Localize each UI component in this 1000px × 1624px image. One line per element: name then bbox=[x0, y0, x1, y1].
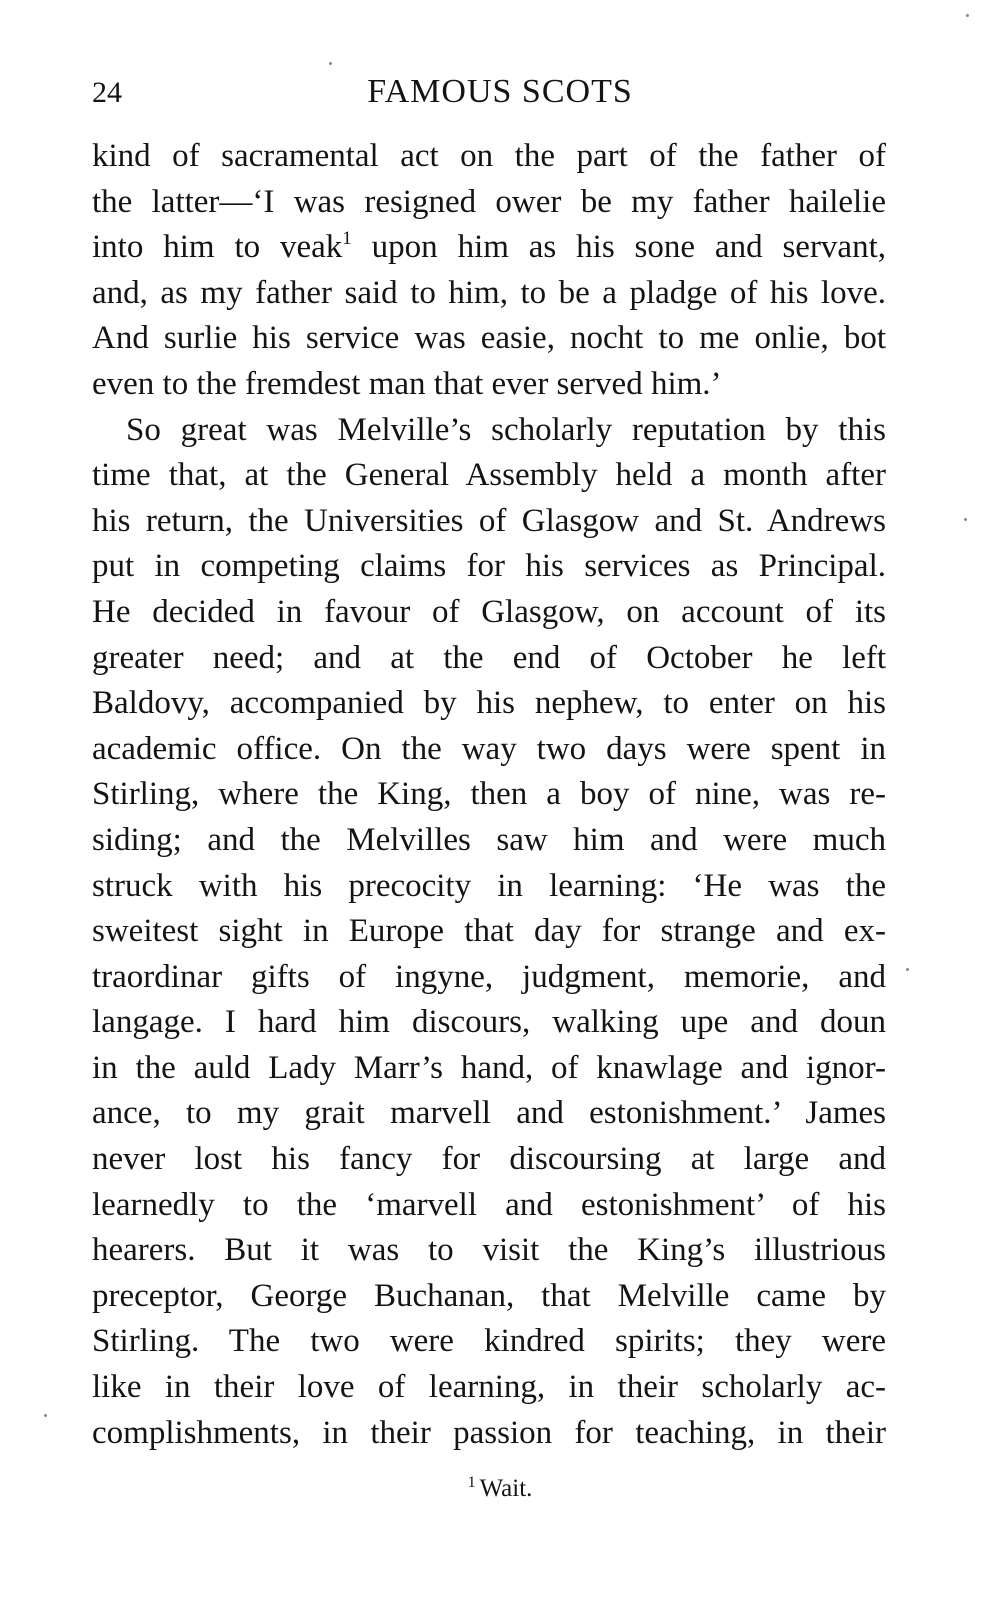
body-text bbox=[92, 134, 886, 1456]
text-line: sweitest sight in Europe that day for strange and ex- bbox=[92, 913, 886, 950]
text-line: never lost his fancy for discoursing at large and bbox=[92, 1141, 886, 1178]
text-line: like in their love of learning, in their scholarly ac- bbox=[92, 1369, 886, 1406]
running-title: FAMOUS SCOTS bbox=[367, 73, 633, 110]
text-line: academic office. On the way two days were spent in bbox=[92, 730, 886, 767]
text-line: Baldovy, accompanied by his nephew, to enter on his bbox=[92, 685, 886, 722]
footnote-marker: 1 bbox=[467, 1474, 476, 1491]
text-line: langage. I hard him discours, walking upe and doun bbox=[92, 1004, 886, 1041]
text-line: preceptor, George Buchanan, that Melville came by bbox=[92, 1277, 886, 1314]
text-line-rest: upon him as his sone and servant, bbox=[351, 229, 886, 266]
text-line: the latter—‘I was resigned ower be my father hailelie bbox=[92, 183, 886, 220]
text-line: He decided in favour of Glasgow, on account of its bbox=[92, 593, 886, 630]
text-line: And surlie his service was easie, nocht to me onlie, bot bbox=[92, 320, 886, 357]
footnote bbox=[0, 1474, 1000, 1504]
text-line: time that, at the General Assembly held a month after bbox=[92, 457, 886, 494]
text-line: put in competing claims for his services as Principal. bbox=[92, 548, 886, 585]
footnote-reference: 1 bbox=[342, 228, 352, 250]
text-line: traordinar gifts of ingyne, judgment, memorie, and bbox=[92, 958, 886, 995]
text-line: in the auld Lady Marr’s hand, of knawlage and ignor- bbox=[92, 1049, 886, 1086]
text-line: struck with his precocity in learning: ‘He was the bbox=[92, 867, 886, 904]
text-line: learnedly to the ‘marvell and estonishment’ of his bbox=[92, 1186, 886, 1223]
text-line: kind of sacramental act on the part of the father of bbox=[92, 138, 886, 174]
footnote-text: Wait. bbox=[479, 1475, 533, 1502]
text-line: Stirling, where the King, then a boy of nine, was re- bbox=[92, 776, 886, 813]
text-line: Stirling. The two were kindred spirits; they were bbox=[92, 1323, 886, 1360]
paragraph-start-line: So great was Melville’s scholarly reputation by this bbox=[126, 411, 886, 448]
text-line: hearers. But it was to visit the King’s illustrious bbox=[92, 1232, 886, 1269]
scan-speck bbox=[966, 14, 969, 17]
text-line: greater need; and at the end of October he left bbox=[92, 639, 886, 676]
text-line: his return, the Universities of Glasgow and St. Andrews bbox=[92, 502, 886, 539]
text-line: and, as my father said to him, to be a pladge of his love. bbox=[92, 274, 886, 311]
text-line: complishments, in their passion for teaching, in their bbox=[92, 1414, 886, 1451]
text-line-start: into him to veak bbox=[92, 229, 343, 266]
scan-speck bbox=[906, 968, 909, 971]
text-line: ance, to my grait marvell and estonishment.’ James bbox=[92, 1095, 886, 1132]
page-number: 24 bbox=[92, 76, 122, 109]
scan-speck bbox=[964, 518, 967, 521]
text-line: even to the fremdest man that ever served him.’ bbox=[92, 365, 722, 402]
text-line bbox=[92, 225, 886, 271]
scan-speck bbox=[44, 1414, 47, 1417]
text-line: siding; and the Melvilles saw him and were much bbox=[92, 821, 886, 858]
scan-speck bbox=[329, 62, 332, 65]
